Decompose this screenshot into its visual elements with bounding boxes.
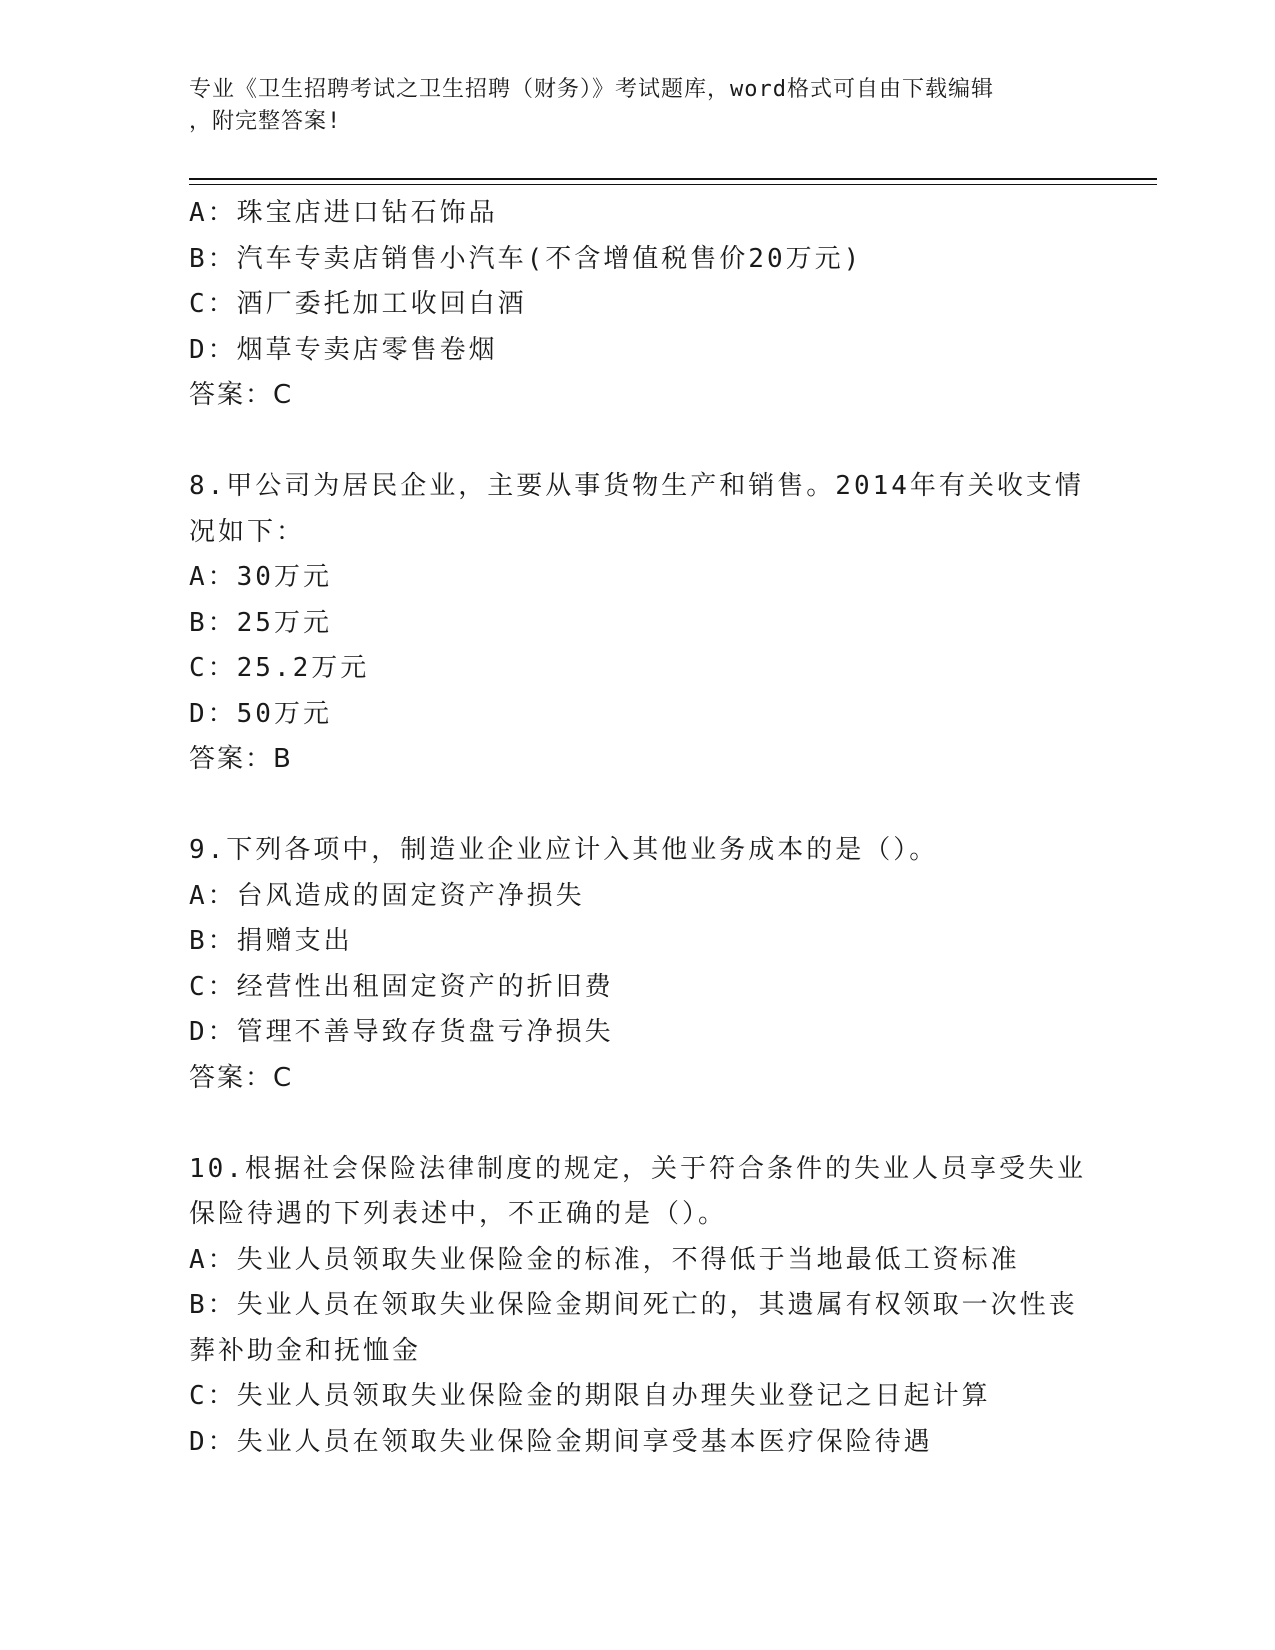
option-a: A：珠宝店进口钻石饰品 (189, 198, 498, 228)
option-b: B：失业人员在领取失业保险金期间死亡的，其遗属有权领取一次性丧 (189, 1290, 1078, 1320)
option-d: D：失业人员在领取失业保险金期间享受基本医疗保险待遇 (189, 1426, 933, 1457)
answer: 答案：B (189, 744, 293, 774)
spacer (189, 419, 1089, 465)
option-a: A：30万元 (189, 562, 332, 592)
spacer (189, 783, 1089, 829)
question-7 (189, 191, 1089, 419)
option-d: D：管理不善导致存货盘亏净损失 (189, 1017, 614, 1047)
document-header (189, 74, 1089, 138)
option-c: C：经营性出租固定资产的折旧费 (189, 971, 614, 1002)
option-a: A：台风造成的固定资产净损失 (189, 880, 585, 911)
option-b: B：25万元 (189, 607, 332, 638)
question-stem-continued: 况如下： (189, 516, 306, 547)
question-list (189, 191, 1089, 1465)
option-d: D：50万元 (189, 698, 332, 729)
option-b: B：捐赠支出 (189, 926, 353, 956)
question-9 (189, 828, 1089, 1101)
option-b: B：汽车专卖店销售小汽车(不含增值税售价20万元) (189, 243, 863, 274)
option-b-continued: 葬补助金和抚恤金 (189, 1335, 422, 1366)
question-stem: 8.甲公司为居民企业，主要从事货物生产和销售。2014年有关收支情 (189, 471, 1084, 501)
question-stem: 10.根据社会保险法律制度的规定，关于符合条件的失业人员享受失业 (189, 1153, 1086, 1184)
answer: 答案：C (189, 1062, 294, 1093)
option-c: C：25.2万元 (189, 653, 370, 683)
question-stem: 9.下列各项中，制造业企业应计入其他业务成本的是（）。 (189, 835, 939, 865)
header-rule-thick (189, 178, 1157, 180)
option-c: C：失业人员领取失业保险金的期限自办理失业登记之日起计算 (189, 1381, 991, 1411)
question-10 (189, 1147, 1089, 1466)
option-d: D：烟草专卖店零售卷烟 (189, 334, 498, 365)
option-a: A：失业人员领取失业保险金的标准，不得低于当地最低工资标准 (189, 1244, 1020, 1275)
header-line-1: 专业《卫生招聘考试之卫生招聘（财务）》考试题库，word格式可自由下载编辑 (189, 77, 994, 102)
spacer (189, 1101, 1089, 1147)
question-stem-continued: 保险待遇的下列表述中，不正确的是（）。 (189, 1199, 728, 1229)
question-8 (189, 464, 1089, 783)
header-rule-thin (189, 184, 1157, 185)
answer: 答案：C (189, 380, 294, 410)
option-c: C：酒厂委托加工收回白酒 (189, 289, 527, 319)
header-line-2: ，附完整答案! (189, 109, 342, 134)
